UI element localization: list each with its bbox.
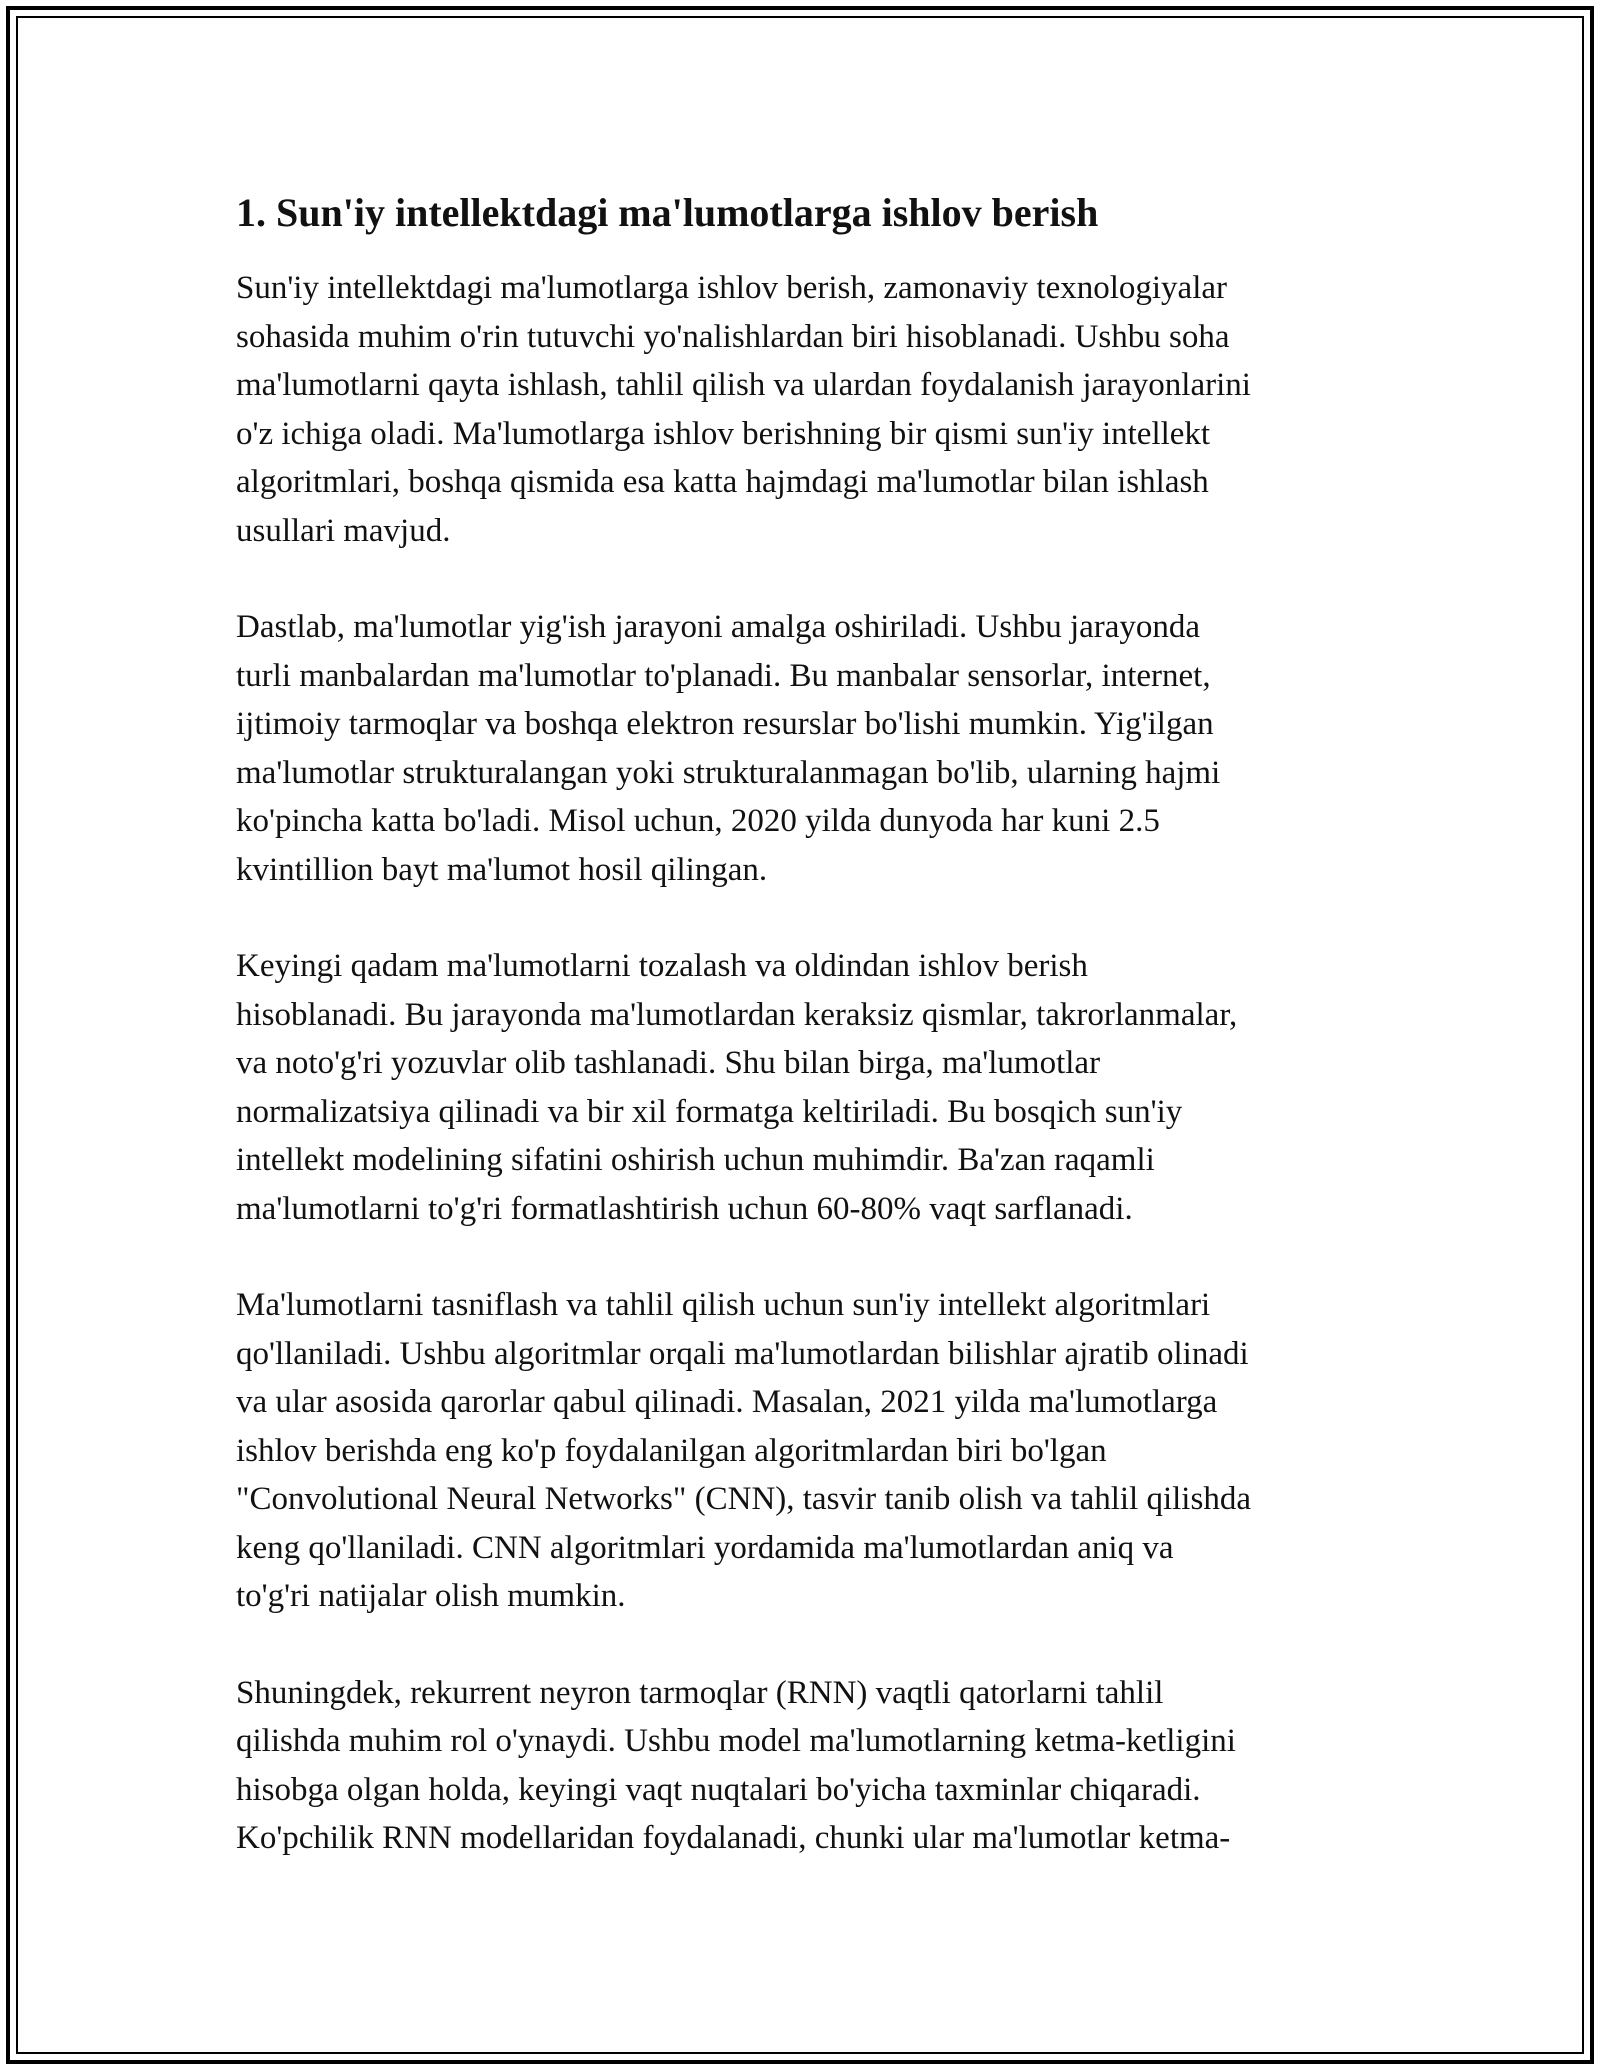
paragraph-1: [236, 264, 1376, 555]
text-line: Shuningdek, rekurrent neyron tarmoqlar (RNN) vaqtli qatorlarni tahlil: [236, 1674, 1164, 1711]
text-line: ma'lumotlarni to'g'ri formatlashtirish uchun 60-80% vaqt sarflanadi.: [236, 1190, 1133, 1227]
text-line: kvintillion bayt ma'lumot hosil qilingan.: [236, 851, 768, 888]
text-line: sohasida muhim o'rin tutuvchi yo'nalishlardan biri hisoblanadi. Ushbu soha: [236, 318, 1230, 355]
text-line: intellekt modelining sifatini oshirish uchun muhimdir. Ba'zan raqamli: [236, 1142, 1155, 1178]
text-line: usullari mavjud.: [236, 512, 451, 549]
text-line: "Convolutional Neural Networks" (CNN), tasvir tanib olish va tahlil qilishda: [236, 1481, 1251, 1517]
text-line: ishlov berishda eng ko'p foydalanilgan algoritmlardan biri bo'lgan: [236, 1432, 1107, 1469]
text-line: normalizatsiya qilinadi va bir xil formatga keltiriladi. Bu bosqich sun'iy: [236, 1093, 1183, 1130]
paragraph-3: [236, 942, 1376, 1233]
text-line: to'g'ri natijalar olish mumkin.: [236, 1578, 626, 1614]
text-line: turli manbalardan ma'lumotlar to'planadi. Bu manbalar sensorlar, internet,: [236, 657, 1211, 694]
text-line: ma'lumotlarni qayta ishlash, tahlil qilish va ulardan foydalanish jarayonlarini: [236, 367, 1251, 403]
text-line: Ko'pchilik RNN modellaridan foydalanadi, chunki ular ma'lumotlar ketma-: [236, 1820, 1231, 1856]
text-line: Sun'iy intellektdagi ma'lumotlarga ishlov berish, zamonaviy texnologiyalar: [236, 270, 1227, 306]
text-line: ijtimoiy tarmoqlar va boshqa elektron resurslar bo'lishi mumkin. Yig'ilgan: [236, 706, 1214, 742]
text-line: hisoblanadi. Bu jarayonda ma'lumotlardan keraksiz qismlar, takrorlanmalar,: [236, 996, 1238, 1033]
paragraph-4: [236, 1281, 1376, 1621]
text-line: hisobga olgan holda, keyingi vaqt nuqtalari bo'yicha taxminlar chiqaradi.: [236, 1771, 1201, 1808]
text-line: qilishda muhim rol o'ynaydi. Ushbu model ma'lumotlarning ketma-ketligini: [236, 1723, 1236, 1759]
text-line: o'z ichiga oladi. Ma'lumotlarga ishlov berishning bir qismi sun'iy intellekt: [236, 415, 1211, 452]
text-line: va ular asosida qarorlar qabul qilinadi. Masalan, 2021 yilda ma'lumotlarga: [236, 1384, 1218, 1420]
text-line: qo'llaniladi. Ushbu algoritmlar orqali ma'lumotlardan bilishlar ajratib olinadi: [236, 1335, 1249, 1372]
text-line: keng qo'llaniladi. CNN algoritmlari yordamida ma'lumotlardan aniq va: [236, 1529, 1174, 1566]
paragraph-5: [236, 1669, 1376, 1863]
section-heading: 1. Sun'iy intellektdagi ma'lumotlarga ishlov berish: [236, 190, 1099, 235]
text-line: ko'pincha katta bo'ladi. Misol uchun, 2020 yilda dunyoda har kuni 2.5: [236, 803, 1160, 839]
paragraph-2: [236, 603, 1376, 894]
text-line: va noto'g'ri yozuvlar olib tashlanadi. Shu bilan birga, ma'lumotlar: [236, 1045, 1101, 1081]
document-body: [236, 188, 1376, 1911]
text-line: algoritmlari, boshqa qismida esa katta hajmdagi ma'lumotlar bilan ishlash: [236, 464, 1209, 500]
text-line: Dastlab, ma'lumotlar yig'ish jarayoni amalga oshiriladi. Ushbu jarayonda: [236, 609, 1201, 645]
text-line: Ma'lumotlarni tasniflash va tahlil qilish uchun sun'iy intellekt algoritmlari: [236, 1287, 1211, 1323]
text-line: Keyingi qadam ma'lumotlarni tozalash va oldindan ishlov berish: [236, 948, 1088, 984]
text-line: ma'lumotlar strukturalangan yoki strukturalanmagan bo'lib, ularning hajmi: [236, 754, 1221, 791]
